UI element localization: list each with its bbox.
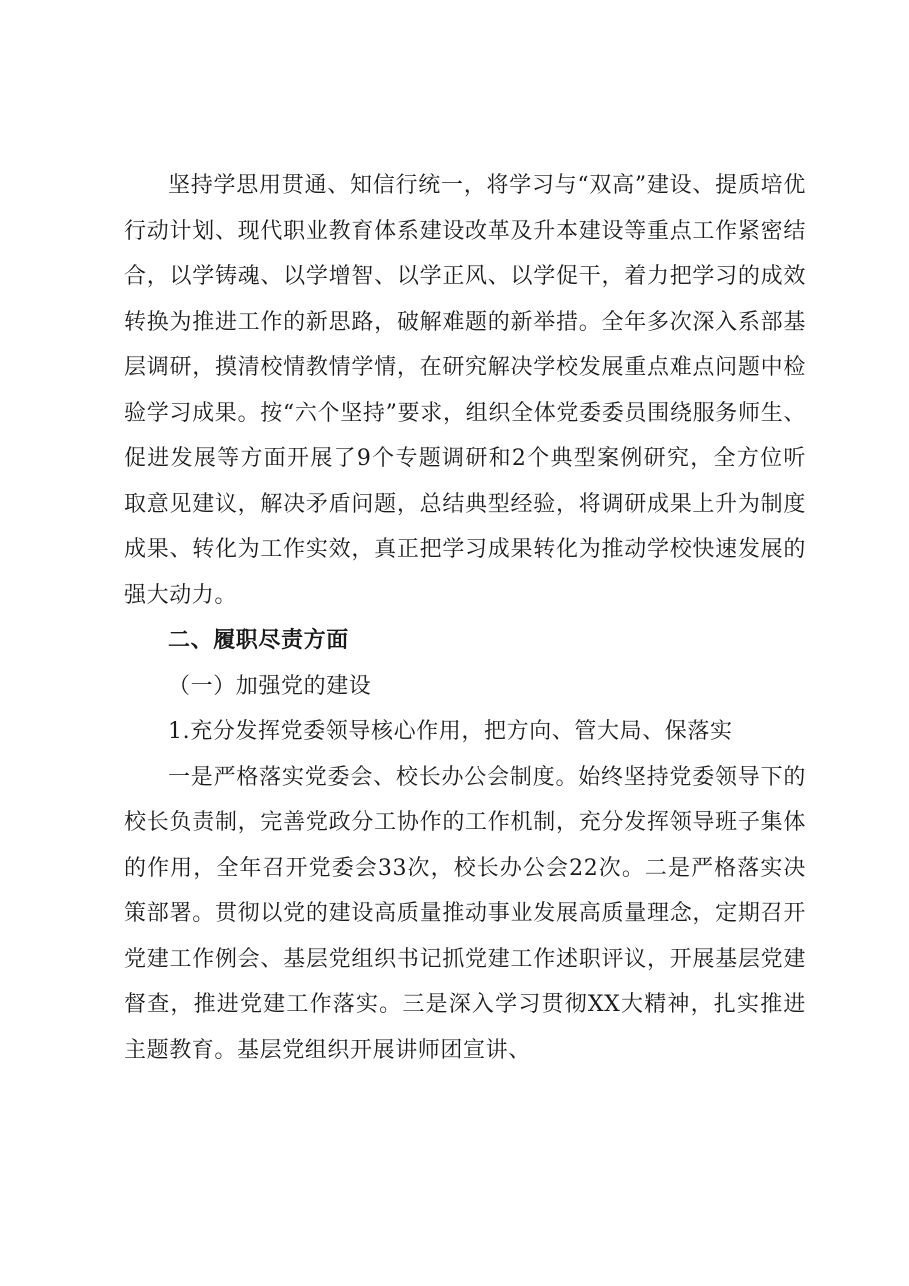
- paragraph-party-committee: 一是严格落实党委会、校长办公会制度。始终坚持党委领导下的校长负责制，完善党政分工协作的工作机制，充分发挥领导班子集体的作用，全年召开党委会33次，校长办公会22次。二是严格落实决策部署。贯彻以党的建设高质量推动事业发展高质量理念，定期召开党建工作例会、基层党组织书记抓党建工作述职评议，开展基层党建督查，推进党建工作落实。三是深入学习贯彻XX大精神，扎实推进主题教育。基层党组织开展讲师团宣讲、: [124, 764, 806, 1063]
- section-heading: 二、履职尽责方面: [168, 628, 349, 653]
- paragraph-study-application: 坚持学思用贯通、知信行统一，将学习与“双高”建设、提质培优行动计划、现代职业教育体系建设改革及升本建设等重点工作紧密结合，以学铸魂、以学增智、以学正风、以学促干，着力把学习的成效转换为推进工作的新思路，破解难题的新举措。全年多次深入系部基层调研，摸清校情教情学情，在研究解决学校发展重点难点问题中检验学习成果。按“六个坚持”要求，组织全体党委委员围绕服务师生、促进发展等方面开展了9个专题调研和2个典型案例研究，全方位听取意见建议，解决矛盾问题，总结典型经验，将调研成果上升为制度成果、转化为工作实效，真正把学习成果转化为推动学校快速发展的强大动力。: [124, 173, 806, 608]
- item-heading: 1.充分发挥党委领导核心作用，把方向、管大局、保落实: [168, 719, 733, 744]
- subsection-heading: （一）加强党的建设: [168, 673, 372, 699]
- document-body: [124, 163, 806, 1073]
